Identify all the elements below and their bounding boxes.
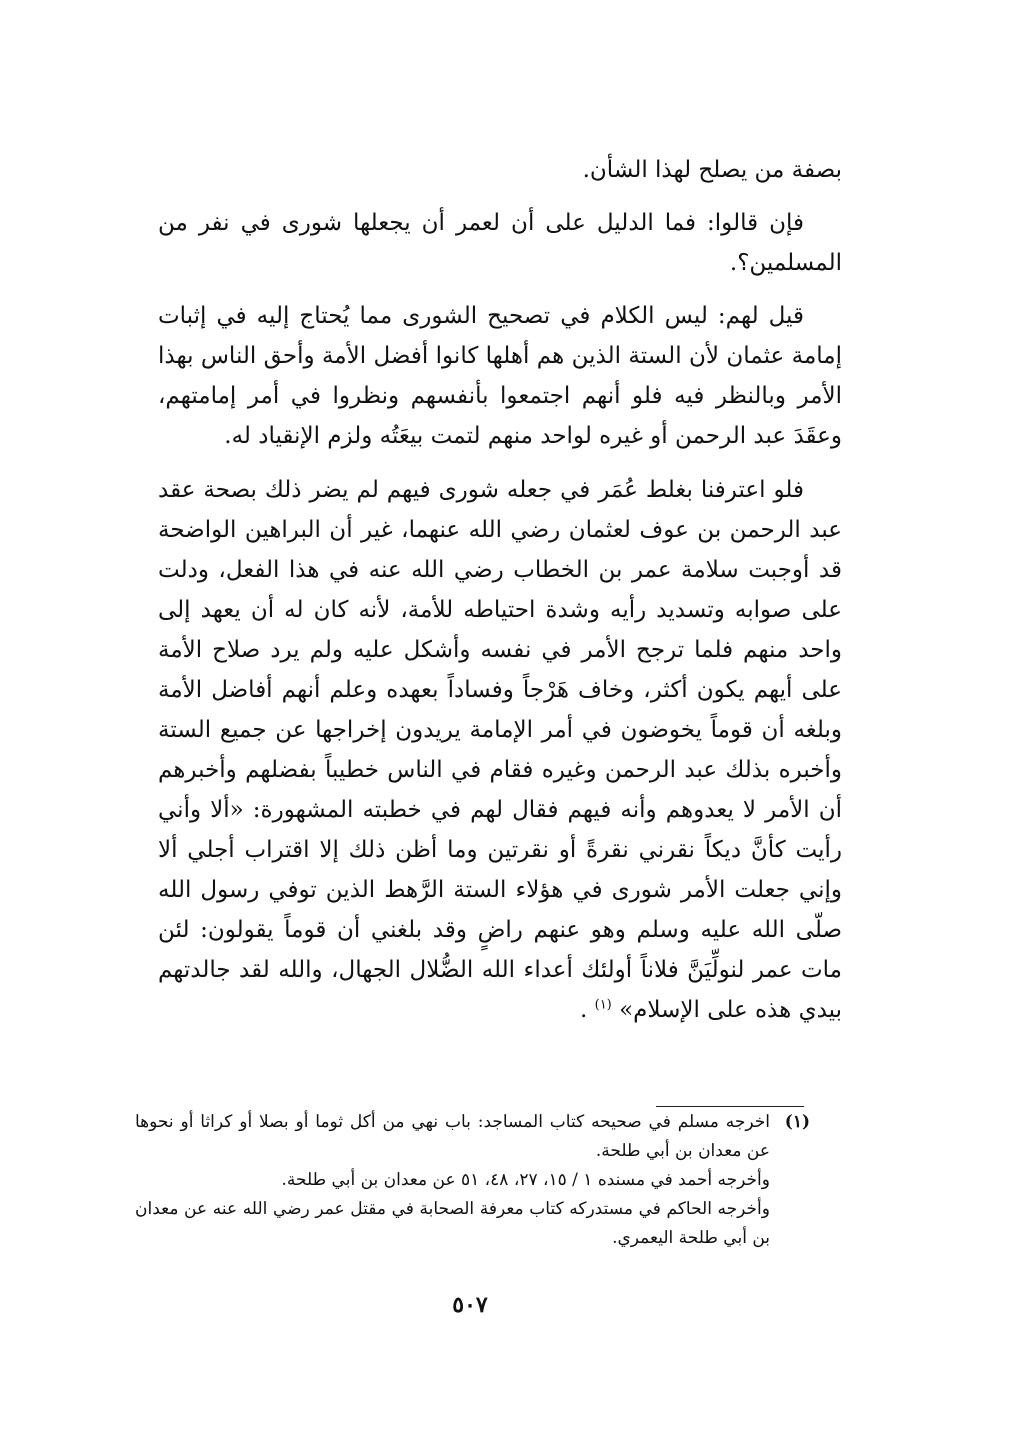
- paragraph-4-text: فلو اعترفنا بغلط عُمَر في جعله شورى فيهم لم يضر ذلك بصحة عقد عبد الرحمن بن عوف لعثمان رضي الله عنهما، غير أن البراهين الواضحة قد أوجبت سلامة عمر بن الخطاب رضي الله عنه في هذا الفعل، ودلت على صوابه وتسديد رأيه وشدة احتياطه للأمة، لأنه كان له أن يعهد إلى واحد منهم فلما ترجح الأمر في نفسه وأشكل عليه ولم يرد صلاح الأمة على أيهم يكون أكثر، وخاف هَرْجاً وفساداً بعهده وعلم أنهم أفاضل الأمة وبلغه أن قوماً يخوضون في أمر الإمامة يريدون إخراجها عن جميع الستة وأخبره بذلك عبد الرحمن وغيره فقام في الناس خطيباً بفضلهم وأخبرهم أن الأمر لا يعدوهم وأنه فيهم فقال لهم في خطبته المشهورة: «ألا وأني رأيت كأنَّ ديكاً نقرني نقرةً أو نقرتين وما أظن ذلك إلا اقتراب أجلي ألا وإني جعلت الأمر شورى في هؤلاء الستة الرَّهط الذين توفي رسول الله صلّى الله عليه وسلم وهو عنهم راضٍ وقد بلغني أن قوماً يقولون: لئن مات عمر لنولِّيَنَّ فلاناً أولئك أعداء الله الضُّلال الجهال، والله لقد جالدتهم بيدي هذه على الإسلام»: [158, 477, 842, 1023]
- paragraph-1-text: بصفة من يصلح لهذا الشأن.: [582, 157, 842, 183]
- footnote-reference: (١): [594, 997, 612, 1013]
- footnote-text: [135, 1108, 770, 1253]
- footnotes: [135, 1108, 810, 1253]
- footnote-line-3: وأخرجه الحاكم في مستدركه كتاب معرفة الصحابة في مقتل عمر رضي الله عنه عن معدان بن أبي طلحة اليعمري.: [135, 1199, 770, 1248]
- paragraph-2-text: فإن قالوا: فما الدليل على أن لعمر أن يجعلها شورى في نفر من المسلمين؟.: [158, 210, 842, 276]
- footnote-1: [135, 1108, 810, 1253]
- footnote-separator: [656, 1106, 804, 1107]
- paragraph-2: [158, 203, 842, 283]
- paragraph-4-end: .: [579, 997, 588, 1023]
- paragraph-3: [158, 296, 842, 456]
- page-number: ٥٠٧: [452, 1292, 488, 1318]
- paragraph-1: [158, 150, 842, 190]
- footnote-line-1: اخرجه مسلم في صحيحه كتاب المساجد: باب نهي من أكل ثوما أو بصلا أو كراثا أو نحوها عن معدان بن أبي طلحة.: [135, 1112, 770, 1161]
- paragraph-4: [158, 470, 842, 1030]
- main-text: [158, 150, 842, 1030]
- paragraph-3-text: قيل لهم: ليس الكلام في تصحيح الشورى مما يُحتاج إليه في إثبات إمامة عثمان لأن الستة الذين هم أهلها كانوا أفضل الأمة وأحق الناس بهذا الأمر وبالنظر فيه فلو أنهم اجتمعوا بأنفسهم ونظروا في أمر إمامتهم، وعقَدَ عبد الرحمن أو غيره لواحد منهم لتمت بيعَتُه ولزم الإنقياد له.: [158, 303, 842, 449]
- footnote-number: (١): [784, 1112, 810, 1132]
- footnote-line-2: وأخرجه أحمد في مسنده ١ / ١٥، ٢٧، ٤٨، ٥١ عن معدان بن أبي طلحة.: [281, 1170, 770, 1190]
